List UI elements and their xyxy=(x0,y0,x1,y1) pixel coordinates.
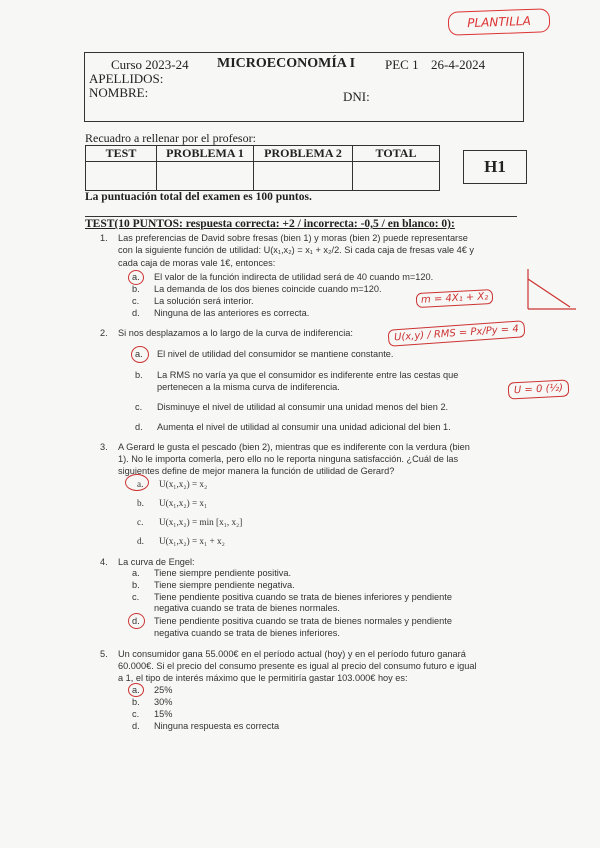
pec-label: PEC 1 xyxy=(385,57,419,72)
option-b: b. La demanda de los dos bienes coincide cuando m=120. xyxy=(132,284,382,294)
score-cell-problema-1 xyxy=(157,162,254,191)
option-b: b. U(x₁,x₂) = x₁ xyxy=(137,498,208,508)
option-d: d. U(x₁,x₂) = x₁ + x₂ xyxy=(137,536,225,546)
answer-circle xyxy=(128,613,145,629)
nombre-label: NOMBRE: xyxy=(89,85,149,100)
apellidos-label: APELLIDOS: xyxy=(89,71,164,86)
exam-code-box: H1 xyxy=(463,150,527,184)
option-c: c. La solución será interior. xyxy=(132,296,254,306)
question-text-line: Si nos desplazamos a lo largo de la curva de indiferencia: xyxy=(118,328,353,338)
option-b-continued: pertenecen a la misma curva de indiferencia. xyxy=(157,382,340,392)
subject-title: MICROECONOMÍA I xyxy=(217,56,356,71)
option-b: b. La RMS no varía ya que el consumidor es indiferente entre las cestas que xyxy=(135,370,459,380)
question-text-line: 1). No le importa comerla, pero ello no le reporta ninguna satisfacción. ¿Cuál de las xyxy=(118,454,459,464)
exam-date: 26-4-2024 xyxy=(431,57,486,72)
grading-table xyxy=(85,145,440,191)
test-section-title: TEST(10 PUNTOS: respuesta correcta: +2 / incorrecta: -0,5 / en blanco: 0): xyxy=(85,218,455,230)
handwritten-note-rms: U(x,y) / RMS = Px/Py = 4 xyxy=(388,320,526,347)
option-a: a. 25% xyxy=(132,685,173,695)
col-problema-1: PROBLEMA 1 xyxy=(157,146,254,162)
question-text-line: Un consumidor gana 55.000€ en el período actual (hoy) y en el período futuro ganará xyxy=(118,649,466,659)
option-d: d. Tiene pendiente positiva cuando se trata de bienes normales y pendiente xyxy=(132,616,452,626)
option-d: d. Ninguna respuesta es correcta xyxy=(132,721,280,731)
option-c: c. 15% xyxy=(132,709,173,719)
col-test: TEST xyxy=(86,146,157,162)
question-number: 1. xyxy=(100,233,108,243)
col-total: TOTAL xyxy=(353,146,440,162)
sketch-budget-line xyxy=(528,279,570,307)
question-text-line: La curva de Engel: xyxy=(118,557,195,567)
option-c-continued: negativa cuando se trata de bienes normales. xyxy=(154,603,340,613)
answer-circle xyxy=(125,474,149,491)
option-d: d. Aumenta el nivel de utilidad al consumir una unidad adicional del bien 1. xyxy=(135,422,451,432)
option-c: c. Tiene pendiente positiva cuando se trata de bienes inferiores y pendiente xyxy=(132,592,452,602)
question-number: 2. xyxy=(100,328,108,338)
score-cell-test xyxy=(86,162,157,191)
question-text-line: 60.000€. Si el precio del consumo presente es igual al precio del consumo futuro e igual xyxy=(118,661,477,671)
option-d: d. Ninguna de las anteriores es correcta. xyxy=(132,308,310,318)
handwritten-note-budget: m = 4X₁ + X₂ xyxy=(416,289,494,308)
option-b: b. 30% xyxy=(132,697,173,707)
question-text-line: A Gerard le gusta el pescado (bien 2), mientras que es indiferente con la verdura (bien xyxy=(118,442,470,452)
answer-circle xyxy=(131,346,149,363)
dni-label: DNI: xyxy=(343,89,370,104)
question-text-line: a 1, el tipo de interés máximo que le permitiría gastar 103.000€ hoy es: xyxy=(118,673,408,683)
col-problema-2: PROBLEMA 2 xyxy=(254,146,353,162)
option-a: a. El nivel de utilidad del consumidor se mantiene constante. xyxy=(135,349,394,359)
student-header-box xyxy=(84,52,524,122)
option-a: a. Tiene siempre pendiente positiva. xyxy=(132,568,292,578)
question-number: 4. xyxy=(100,557,108,567)
section-divider xyxy=(85,216,517,217)
total-points-note: La puntuación total del examen es 100 puntos. xyxy=(85,191,312,203)
handwritten-note-utility: U = 0 (½) xyxy=(508,379,570,399)
option-a: a. El valor de la función indirecta de utilidad será de 40 cuando m=120. xyxy=(132,272,434,282)
course-year: Curso 2023-24 xyxy=(111,57,189,72)
option-d-continued: negativa cuando se trata de bienes inferiores. xyxy=(154,628,340,638)
grading-caption: Recuadro a rellenar por el profesor: xyxy=(85,131,256,145)
option-c: c. Disminuye el nivel de utilidad al consumir una unidad menos del bien 2. xyxy=(135,402,449,412)
answer-circle xyxy=(128,683,144,697)
question-text-line: cada caja de moras vale 1€, entonces: xyxy=(118,258,276,268)
question-text-line: con la siguiente función de utilidad: U(x₁,x₂) = x₁ + x₂/2. Si cada caja de fresas vale 4€ y xyxy=(118,245,475,255)
option-a: a. U(x₁,x₂) = x₂ xyxy=(137,479,208,489)
option-b: b. Tiene siempre pendiente negativa. xyxy=(132,580,295,590)
question-text-line: Las preferencias de David sobre fresas (bien 1) y moras (bien 2) puede representarse xyxy=(118,233,468,243)
score-cell-problema-2 xyxy=(254,162,353,191)
plantilla-stamp: PLANTILLA xyxy=(448,8,551,36)
question-text-line: siguientes define de mejor manera la función de utilidad de Gerard? xyxy=(118,466,395,476)
question-number: 3. xyxy=(100,442,108,452)
handwritten-graph-sketch xyxy=(500,265,580,315)
question-number: 5. xyxy=(100,649,108,659)
score-cell-total xyxy=(353,162,440,191)
option-c: c. U(x₁,x₂) = min [x₁, x₂] xyxy=(137,517,243,527)
